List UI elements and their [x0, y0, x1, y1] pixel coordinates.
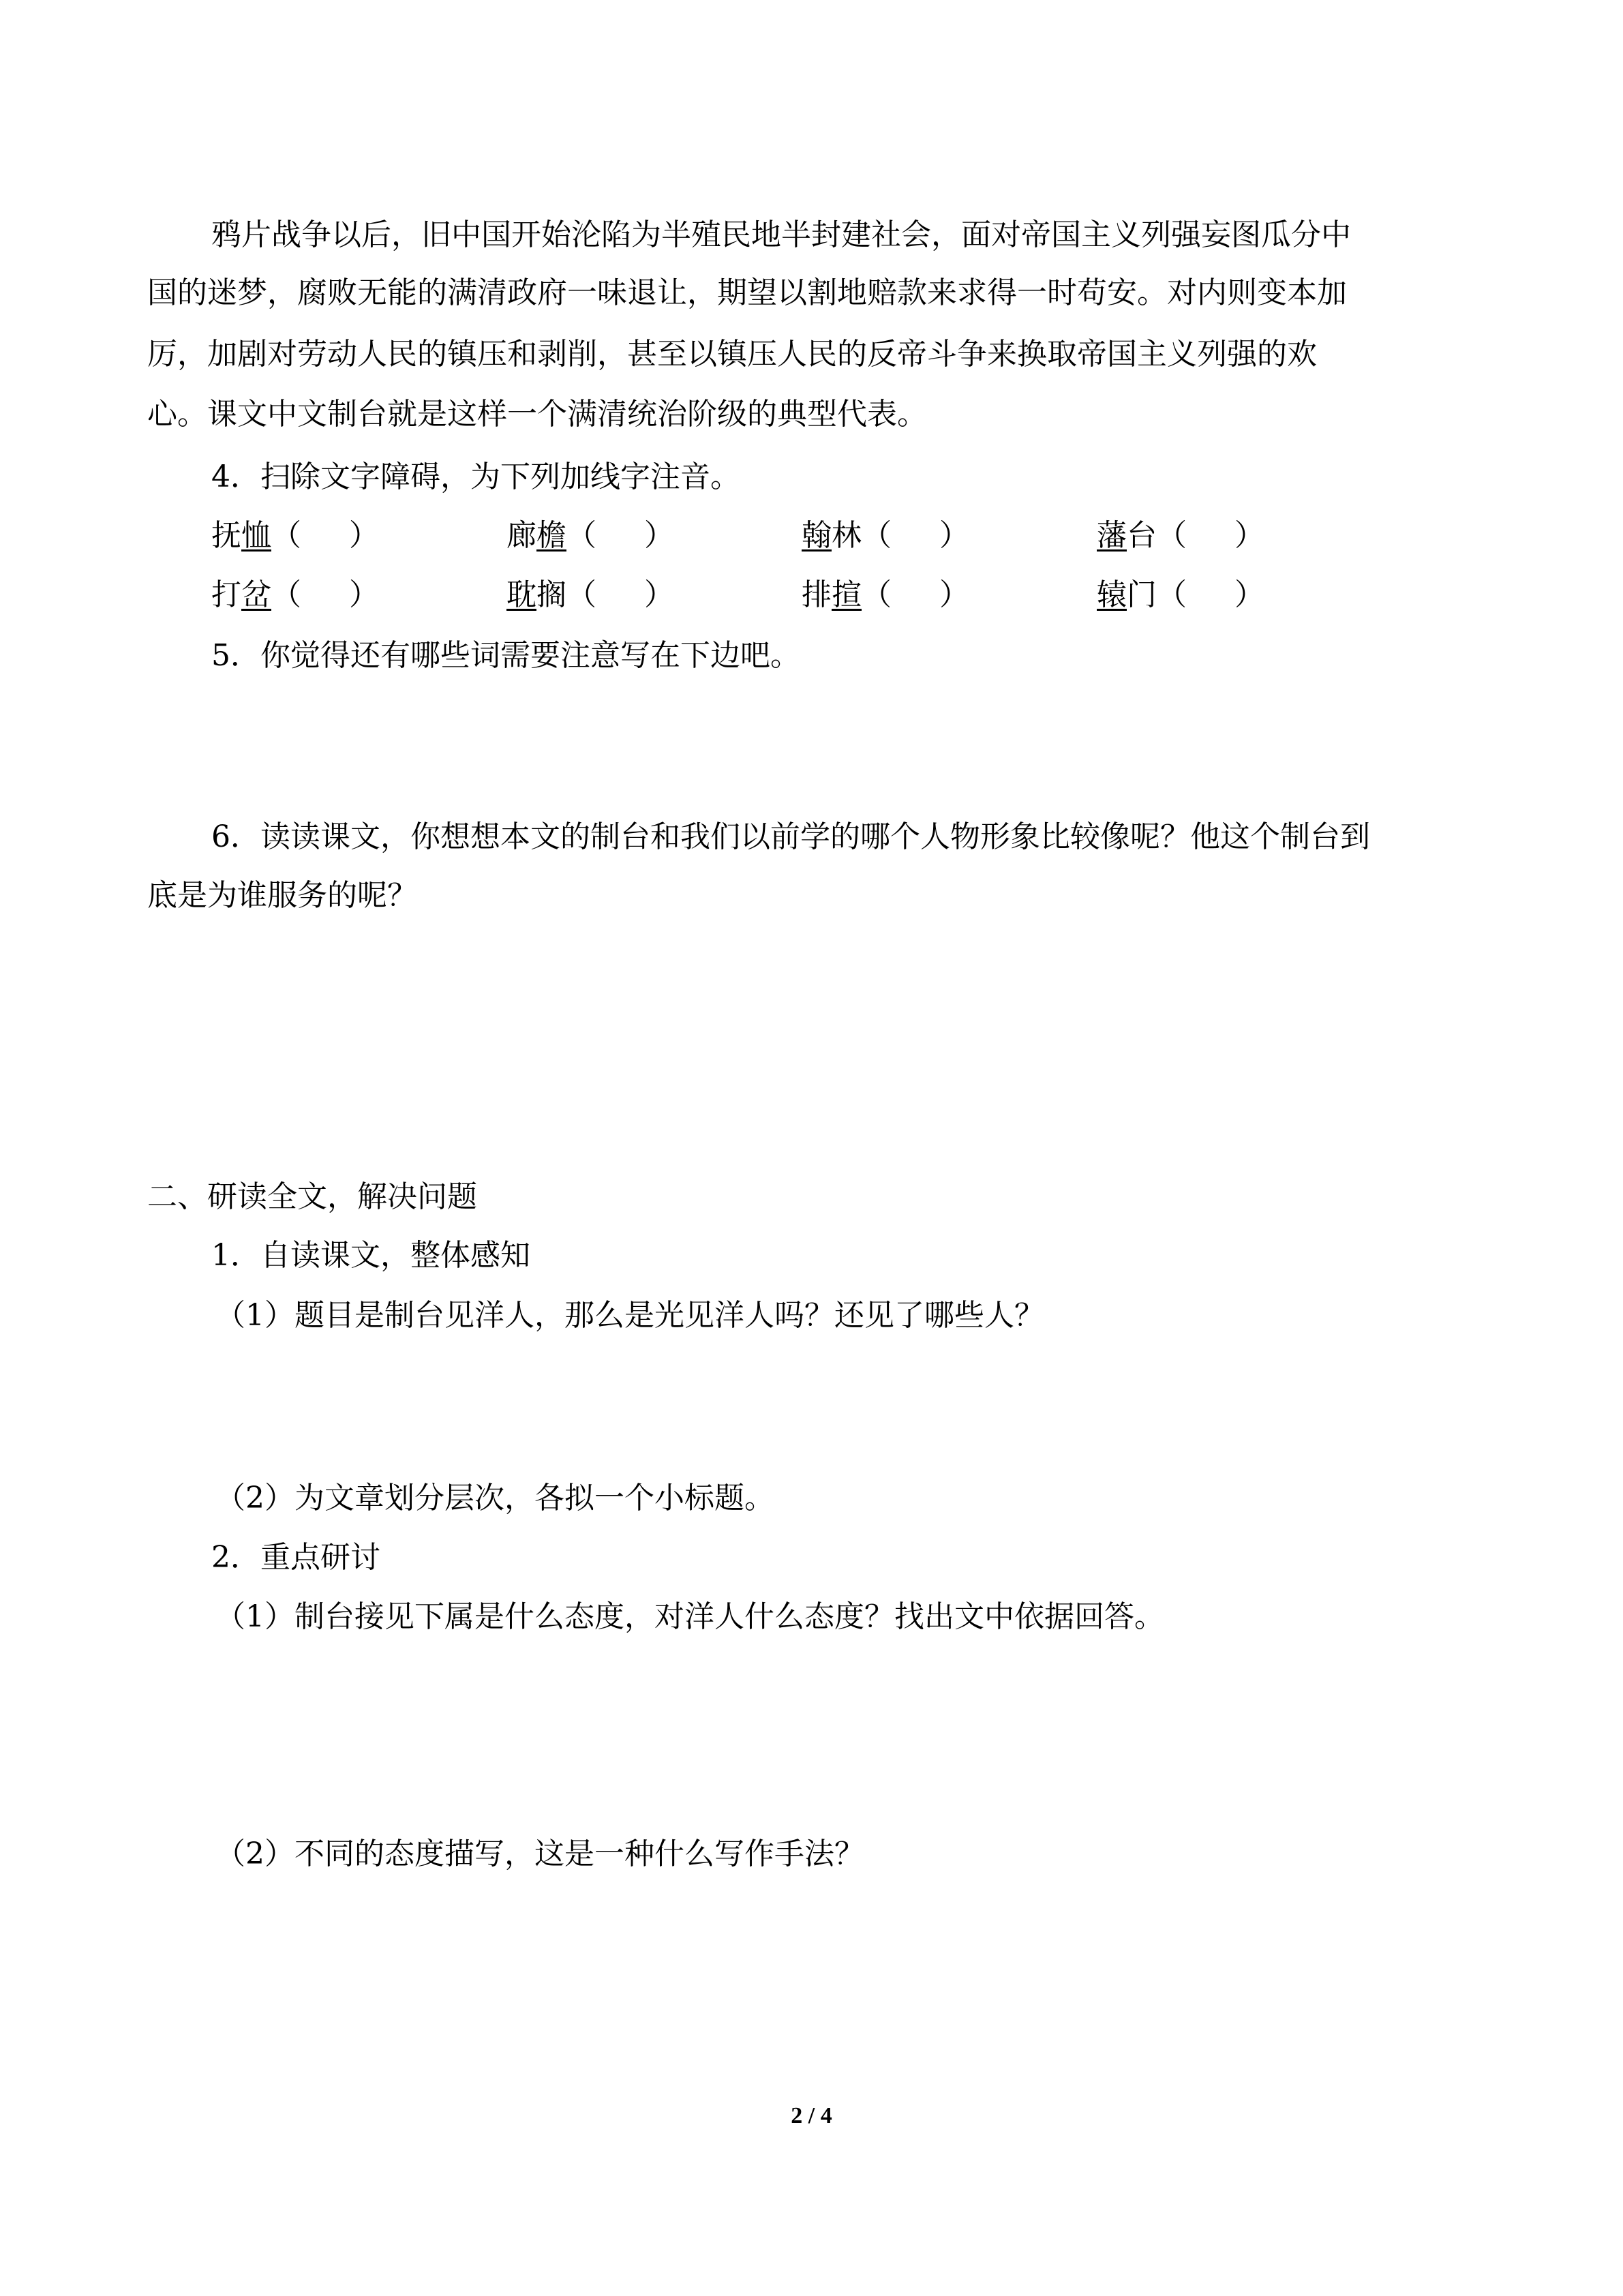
underlined-char: 檐 — [536, 518, 566, 553]
underlined-char: 耽 — [506, 577, 536, 612]
page-number: 2 / 4 — [791, 2103, 832, 2128]
passage-line-3: 厉，加剧对劳动人民的镇压和剥削，甚至以镇压人民的反帝斗争来换取帝国主义列强的欢 — [147, 337, 1317, 372]
passage-line-2: 国的迷梦，腐败无能的满清政府一味退让，期望以割地赔款来求得一时苟安。对内则变本加 — [147, 275, 1347, 310]
vocab-item-dange: 耽搁（ ） — [506, 577, 674, 612]
vocab-item-fantai: 藩台（ ） — [1097, 518, 1264, 553]
question-6-line-2: 底是为谁服务的呢？ — [147, 878, 417, 913]
vocab-item-langyan: 廊檐（ ） — [506, 518, 674, 553]
section-2-item-1-question-1: （1）题目是制台见洋人，那么是光见洋人吗？还见了哪些人？ — [215, 1298, 1044, 1333]
vocab-item-dacha: 打岔（ ） — [211, 577, 379, 612]
section-2-item-2-question-1: （1）制台接见下属是什么态度，对洋人什么态度？找出文中依据回答。 — [215, 1599, 1164, 1634]
vocab-item-hanlin: 翰林（ ） — [802, 518, 969, 553]
section-2-item-1-question-2: （2）为文章划分层次，各拟一个小标题。 — [215, 1481, 774, 1515]
section-2-item-1: 1．自读课文，整体感知 — [211, 1238, 530, 1273]
question-5-prompt: 5．你觉得还有哪些词需要注意写在下边吧。 — [211, 638, 800, 673]
question-6-line-1: 6．读读课文，你想想本文的制台和我们以前学的哪个人物形象比较像呢？他这个制台到 — [211, 819, 1370, 854]
underlined-char: 恤 — [241, 518, 271, 553]
vocab-item-yuanmen: 辕门（ ） — [1097, 577, 1264, 612]
section-2-item-2: 2．重点研讨 — [211, 1540, 380, 1575]
underlined-char: 岔 — [241, 577, 271, 612]
underlined-char: 翰 — [802, 518, 832, 553]
vocab-item-paixuan: 排揎（ ） — [802, 577, 969, 612]
underlined-char: 辕 — [1097, 577, 1127, 612]
underlined-char: 揎 — [832, 577, 862, 612]
vocab-item-fuxu: 抚恤（ ） — [211, 518, 379, 553]
passage-line-4: 心。课文中文制台就是这样一个满清统治阶级的典型代表。 — [147, 397, 927, 432]
passage-line-1: 鸦片战争以后，旧中国开始沦陷为半殖民地半封建社会，面对帝国主义列强妄图瓜分中 — [211, 217, 1351, 252]
underlined-char: 藩 — [1097, 518, 1127, 553]
question-4-prompt: 4．扫除文字障碍，为下列加线字注音。 — [211, 459, 740, 494]
section-2-heading: 二、研读全文，解决问题 — [147, 1179, 477, 1214]
section-2-item-2-question-2: （2）不同的态度描写，这是一种什么写作手法？ — [215, 1837, 864, 1871]
